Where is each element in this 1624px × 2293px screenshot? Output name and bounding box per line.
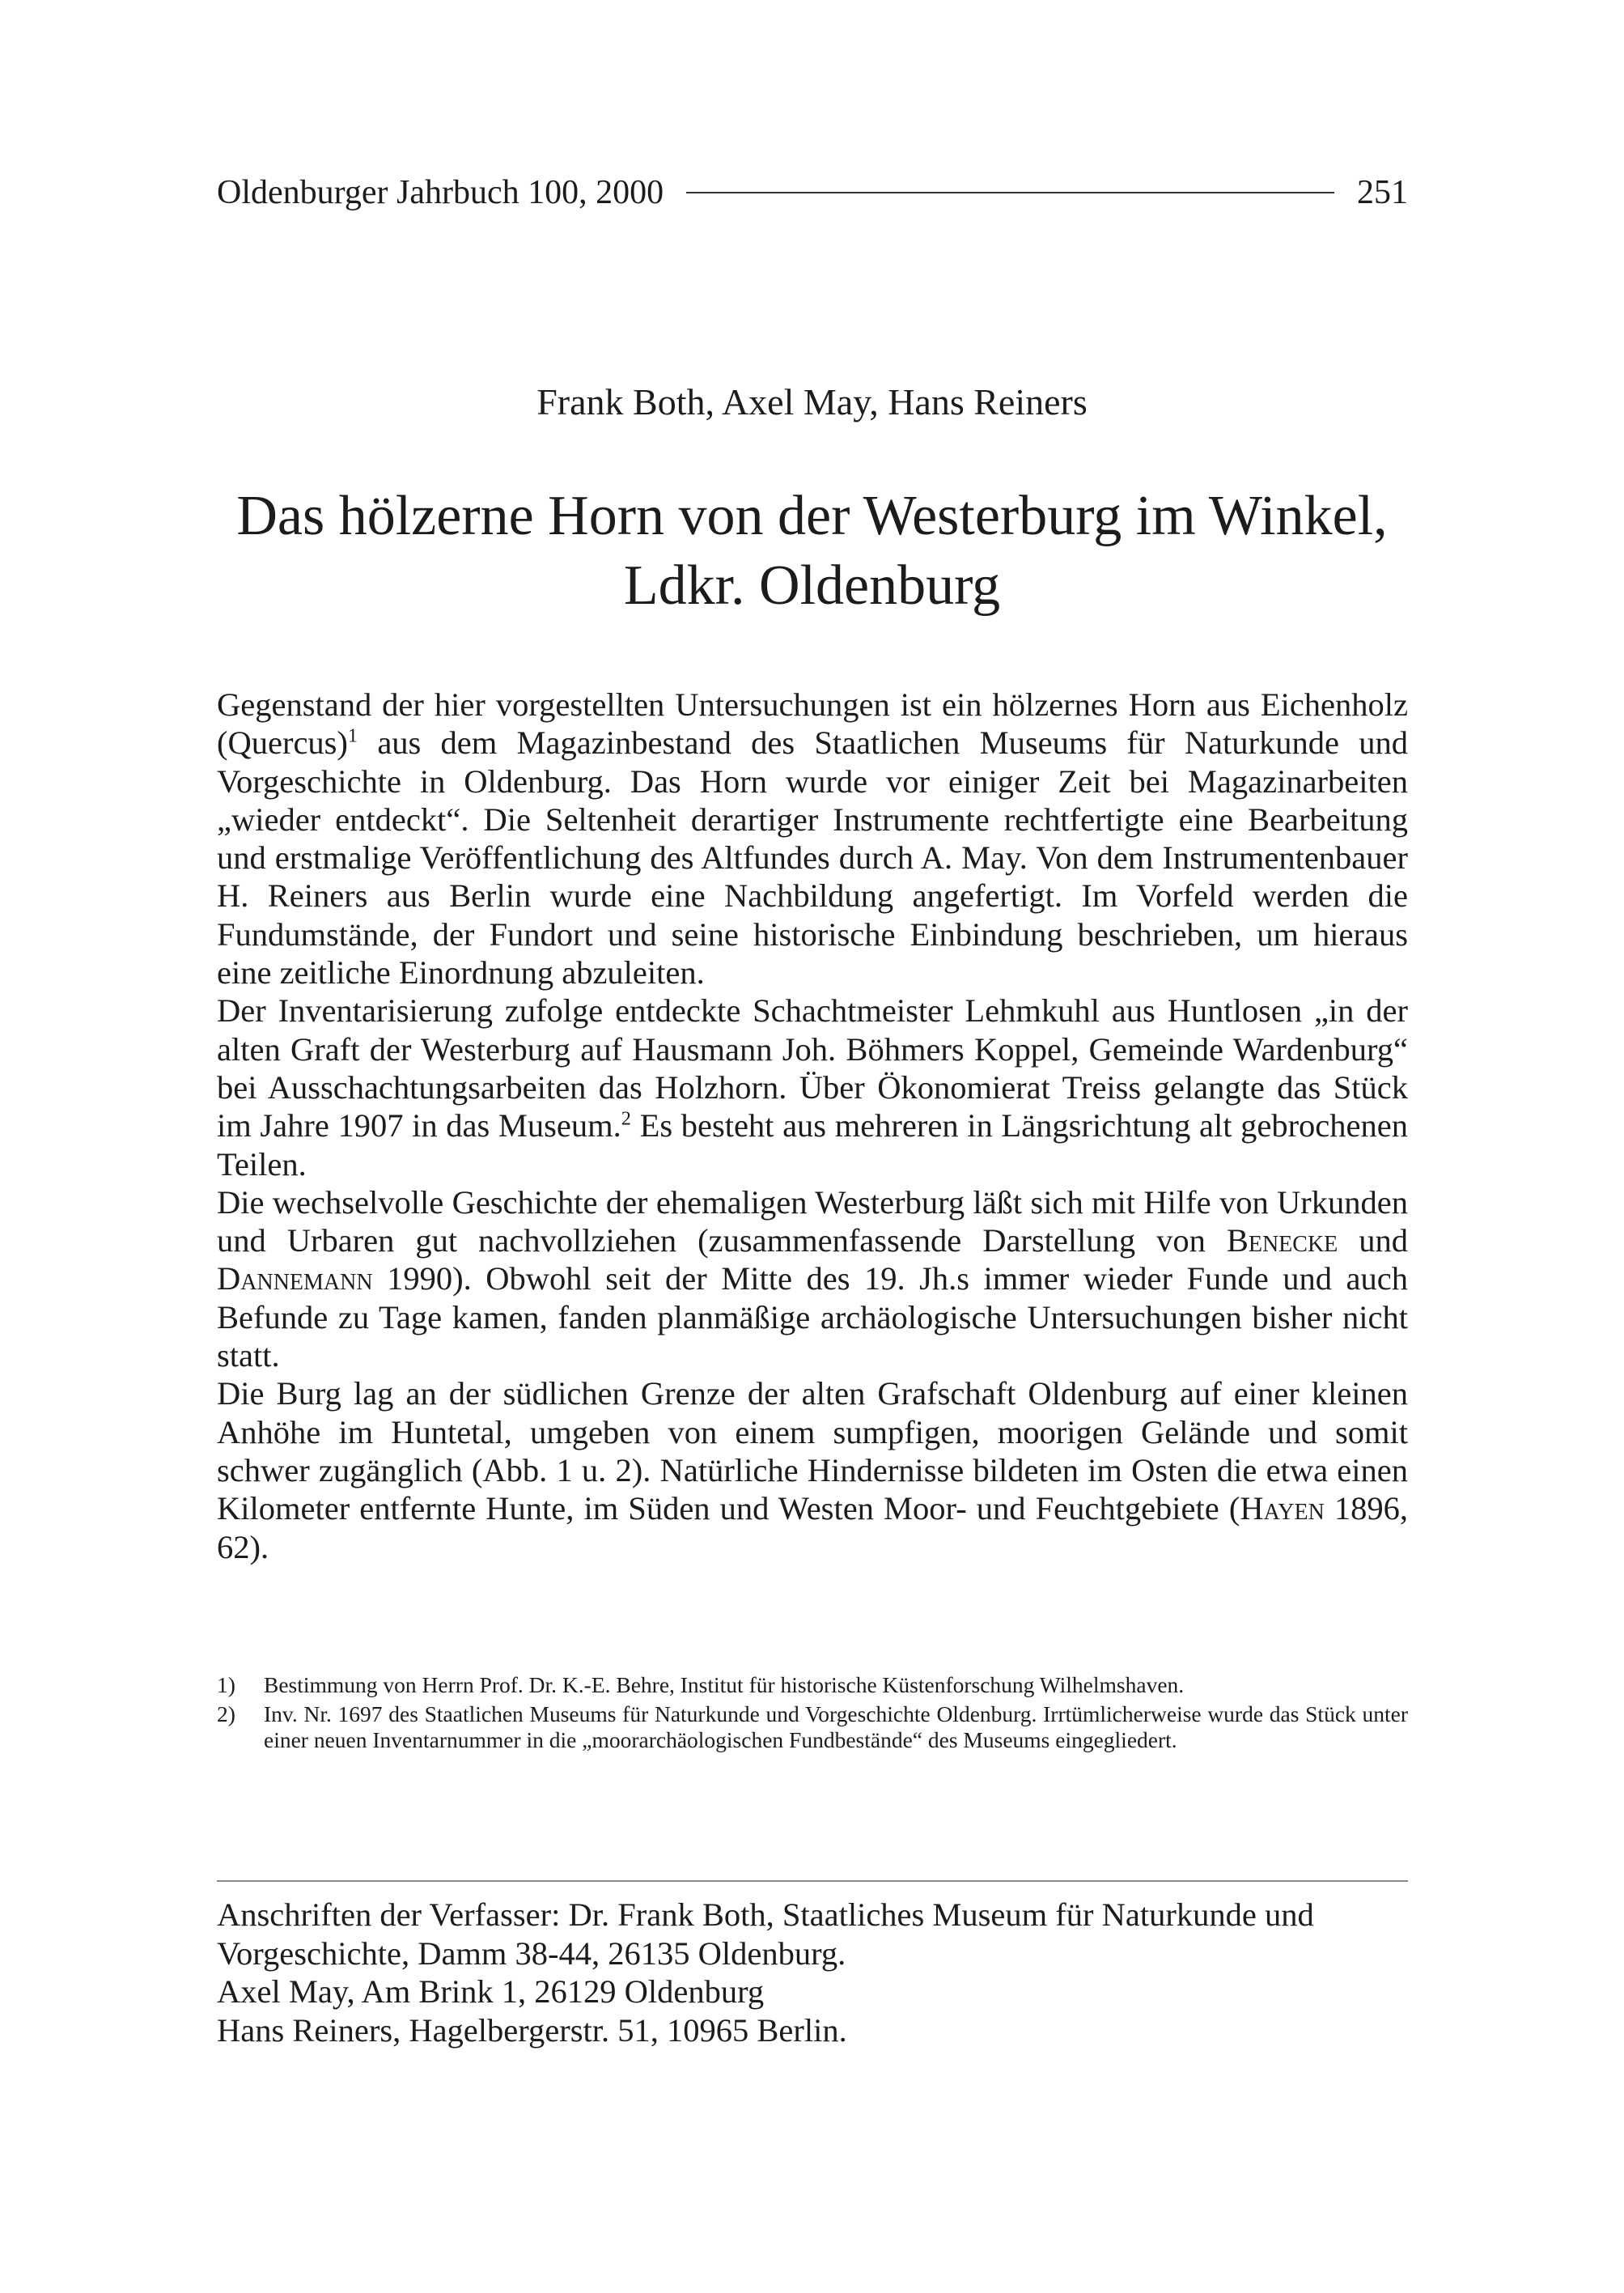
footnote-number: 2) [217,1701,235,1726]
paragraph-2-text-b: Es besteht aus mehreren in Längsrichtung alt gebrochenen Teilen. [217,1107,1408,1183]
paragraph-2 [217,992,1408,1183]
paragraph-4-text-b: 1896, 62). [217,1490,1409,1565]
paragraph-4-text-a: Die Burg lag an der südlichen Grenze der alten Grafschaft Oldenburg auf einer kleinen Anhöhe im Huntetal, umgeben von einem sumpfigen, moorigen Gelände und somit schwer zugänglich (Abb. 1 u. 2). Natürliche Hindernisse bildeten im Osten die etwa einen Kilometer entfernte Hunte, im Süden und Westen Moor- und Feuchtgebiete ( [217,1375,1408,1527]
paragraph-1-text-a: Gegenstand der hier vorgestellten Untersuchungen ist ein hölzernes Horn aus Eichenholz (Quercus) [217,686,1408,762]
paragraph-4 [217,1374,1408,1565]
address-line-1: Anschriften der Verfasser: Dr. Frank Both, Staatliches Museum für Naturkunde und [217,1896,1314,1933]
citation-author-hayen: Hayen [1240,1490,1325,1527]
journal-citation: Oldenburger Jahrbuch 100, 2000 [217,174,664,211]
citation-author-benecke: Benecke [1226,1222,1338,1259]
author-addresses [217,1896,1431,2049]
title-line-1: Das hölzerne Horn von der Westerburg im Winkel, [236,485,1388,547]
footnotes [217,1672,1408,1756]
header-rule [686,192,1334,193]
paragraph-2-text-a: Der Inventarisierung zufolge entdeckte Schachtmeister Lehmkuhl aus Huntlosen „in der alten Graft der Westerburg auf Hausmann Joh. Böhmers Koppel, Gemeinde Wardenburg“ bei Ausschachtungsarbeiten das Holzhorn. Über Ökonomierat Treiss gelangte das Stück im Jahre 1907 in das Museum. [217,992,1408,1144]
footnote-ref-2: 2 [621,1107,631,1130]
paragraph-3-text-a: Die wechselvolle Geschichte der ehemaligen Westerburg läßt sich mit Hilfe von Urkunden und Urbaren gut nachvollziehen (zusammenfassende Darstellung von [217,1183,1408,1259]
paragraph-1 [217,686,1408,992]
paragraph-1-text-b: aus dem Magazinbestand des Staatlichen Museums für Naturkunde und Vorgeschichte in Oldenburg. Das Horn wurde vor einiger Zeit bei Magazinarbeiten „wieder entdeckt“. Die Seltenheit derartiger Instrumente rechtfertigte eine Bearbeitung und erstmalige Veröffentlichung des Altfundes durch A. May. Von dem Instrumentenbauer H. Reiners aus Berlin wurde eine Nachbildung angefertigt. Im Vorfeld werden die Fundumstände, der Fundort und seine historische Einbindung beschrieben, um hieraus eine zeitliche Einordnung abzuleiten. [217,724,1408,992]
title-line-2: Ldkr. Oldenburg [623,554,1001,617]
footnote-ref-1: 1 [347,724,358,747]
citation-author-dannemann: Dannemann [217,1260,373,1297]
footnote-1 [217,1672,1408,1698]
address-line-4: Hans Reiners, Hagelbergerstr. 51, 10965 Berlin. [217,2011,847,2049]
footnote-text: Inv. Nr. 1697 des Staatlichen Museums für Naturkunde und Vorgeschichte Oldenburg. Irrtümlicherweise wurde das Stück unter einer neuen Inventarnummer in die „moorarchäologischen Fundbestände“ des Museums eingegliedert. [264,1701,1408,1752]
footnote-number: 1) [217,1672,235,1697]
footnote-text: Bestimmung von Herrn Prof. Dr. K.-E. Behre, Institut für historische Küstenforschung Wilhelmshaven. [264,1672,1185,1697]
footnote-2 [217,1701,1408,1753]
article-title [0,482,1624,621]
paragraph-3 [217,1183,1408,1374]
paragraph-3-text-mid: und [1338,1222,1409,1259]
address-divider [217,1880,1408,1882]
running-header [217,170,1408,215]
page-number: 251 [1357,174,1408,211]
address-line-3: Axel May, Am Brink 1, 26129 Oldenburg [217,1973,765,2010]
address-line-2: Vorgeschichte, Damm 38-44, 26135 Oldenburg. [217,1934,846,1972]
paragraph-3-text-b: 1990). Obwohl seit der Mitte des 19. Jh.s immer wieder Funde und auch Befunde zu Tage kamen, fanden planmäßige archäologische Untersuchungen bisher nicht statt. [217,1260,1408,1374]
author-line: Frank Both, Axel May, Hans Reiners [536,381,1088,423]
article-body [217,686,1408,1566]
